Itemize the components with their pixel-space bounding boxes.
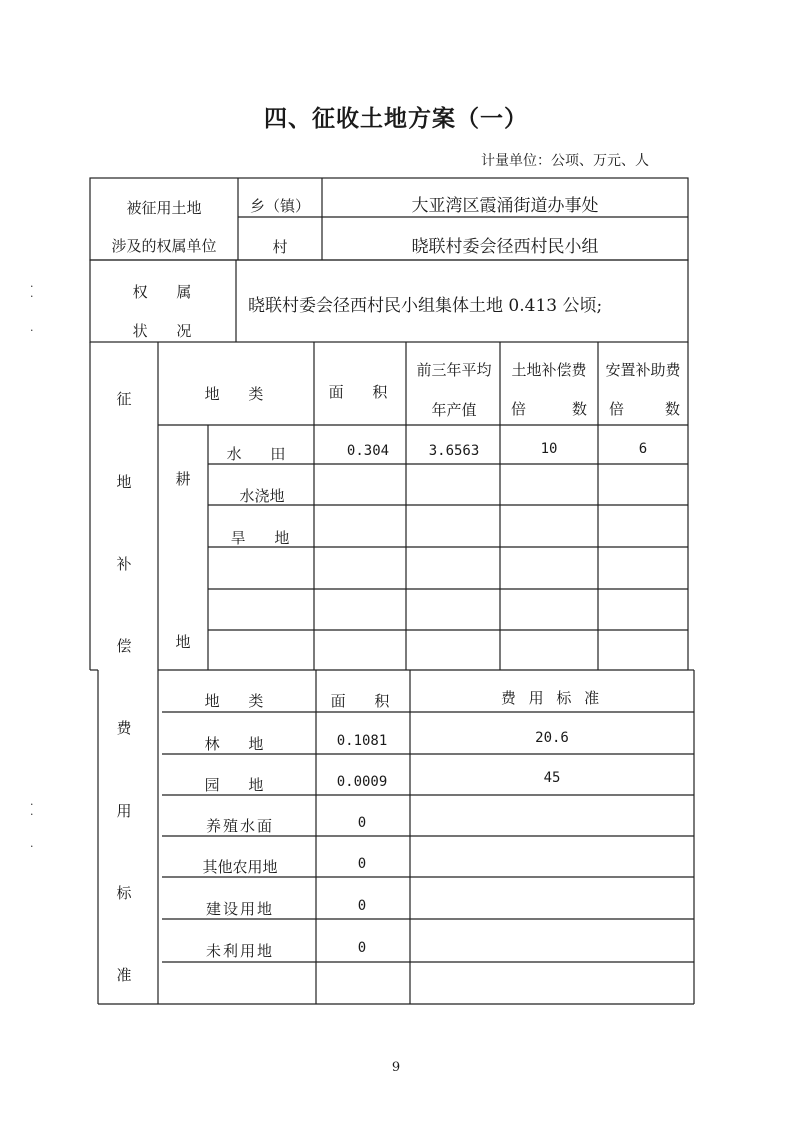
arable-row-area: 0.304 [346, 443, 390, 459]
other-row-type: 建设用地 [205, 900, 275, 918]
header-land-comp-line1: 土地补偿费 [511, 361, 587, 379]
arable-row-type: 水 田 [226, 445, 298, 463]
rights-value: 晓联村委会径西村民小组集体土地 0.413 公顷; [248, 296, 603, 316]
other-row-type: 养殖水面 [205, 817, 275, 835]
page-title: 四、征收土地方案（一） [264, 105, 528, 132]
header-area: 面 积 [328, 383, 400, 401]
side-label-char: 地 [116, 473, 132, 491]
page-number: 9 [391, 1060, 401, 1075]
owner-label-line1: 被征用土地 [126, 199, 202, 217]
header-resettle-line2b: 数 [665, 400, 681, 418]
town-value: 大亚湾区霞涌街道办事处 [411, 196, 599, 216]
other-row-fee: 45 [543, 770, 561, 786]
arable-label-bottom: 地 [175, 633, 191, 651]
header-land-comp-line2b: 数 [572, 400, 588, 418]
side-label-char: 费 [116, 719, 132, 737]
other-row-area: 0 [357, 940, 367, 956]
other-row-area: 0.0009 [336, 774, 388, 790]
other-header-land-type: 地 类 [204, 692, 276, 710]
side-label-char: 标 [116, 884, 132, 902]
other-row-type: 林 地 [204, 735, 276, 753]
other-row-type: 其他农用地 [202, 858, 278, 876]
town-label: 乡（镇） [249, 197, 311, 215]
header-avg-line2: 年产值 [431, 401, 477, 419]
other-row-type: 园 地 [204, 776, 276, 794]
other-row-area: 0.1081 [336, 733, 388, 749]
arable-row-land-mult: 10 [540, 441, 558, 457]
owner-label-line2: 涉及的权属单位 [111, 237, 217, 255]
arable-label-top: 耕 [175, 470, 191, 488]
header-land-type: 地 类 [204, 385, 276, 403]
arable-row-type: 水浇地 [239, 487, 285, 505]
arable-row-type: 旱 地 [230, 529, 302, 547]
other-row-area: 0 [357, 815, 367, 831]
side-label-char: 征 [116, 390, 132, 408]
margin-mark: · · [30, 280, 34, 303]
header-land-comp-line2a: 倍 [511, 400, 527, 418]
other-row-area: 0 [357, 856, 367, 872]
other-header-fee: 费 用 标 准 [500, 689, 604, 707]
unit-note: 计量单位：公项、万元、人 [481, 153, 649, 169]
margin-mark: · [30, 324, 34, 337]
other-row-area: 0 [357, 898, 367, 914]
margin-mark: · [30, 840, 34, 853]
arable-row-resettle-mult: 6 [638, 441, 648, 457]
side-label-char: 用 [116, 802, 132, 820]
other-row-fee: 20.6 [535, 730, 569, 746]
rights-label-line1: 权 属 [132, 283, 204, 301]
other-header-area: 面 积 [330, 692, 402, 710]
side-label-char: 偿 [116, 637, 132, 655]
side-label-char: 补 [116, 555, 132, 573]
margin-mark: · · [30, 798, 34, 821]
village-value: 晓联村委会径西村民小组 [411, 237, 599, 257]
header-resettle-line2a: 倍 [609, 400, 625, 418]
village-label: 村 [272, 238, 288, 256]
side-label-char: 准 [116, 966, 132, 984]
rights-label-line2: 状 况 [132, 322, 204, 340]
other-row-type: 未利用地 [205, 942, 275, 960]
header-resettle-line1: 安置补助费 [605, 361, 681, 379]
arable-row-avg: 3.6563 [428, 443, 480, 459]
header-avg-line1: 前三年平均 [416, 361, 492, 379]
